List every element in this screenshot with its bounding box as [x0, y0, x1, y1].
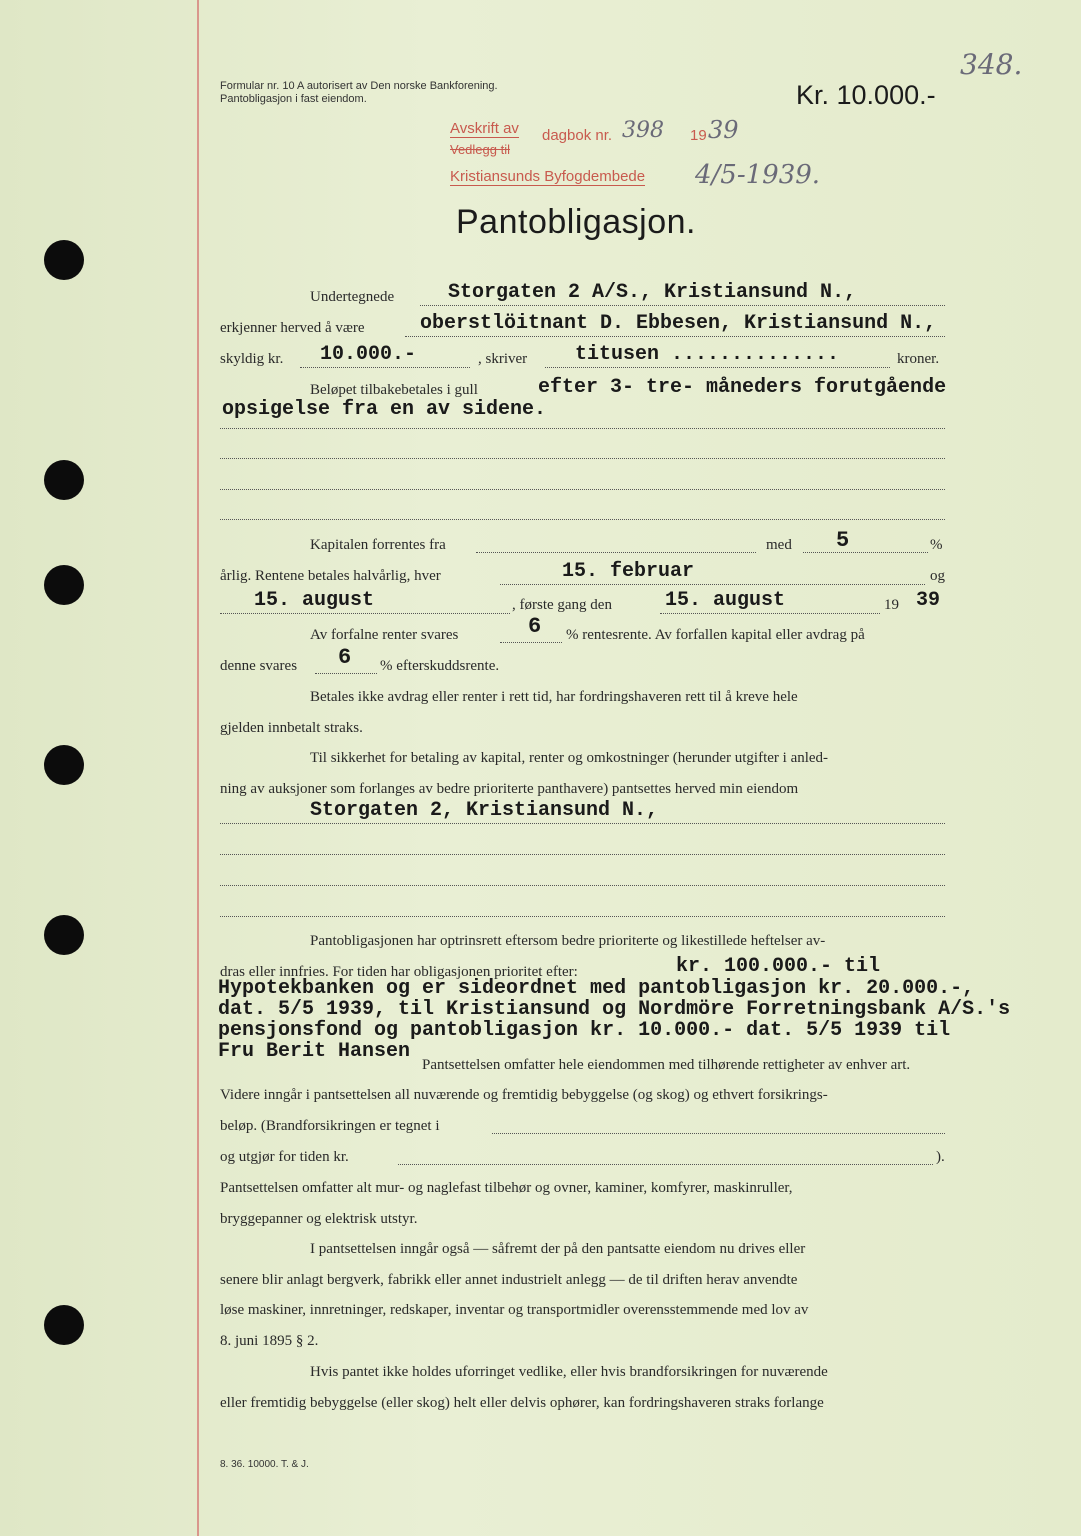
document-title: Pantobligasjon.: [456, 203, 697, 241]
rule: [220, 519, 945, 520]
para-4-line-2: Videre inngår i pantsettelsen all nuværende og fremtidig bebyggelse (og skog) og ethvert forsikrings-: [220, 1087, 828, 1103]
denne-rate: 6: [338, 645, 352, 670]
skriver-value: titusen ..............: [575, 343, 840, 366]
footer-print-code: 8. 36. 10000. T. & J.: [220, 1459, 309, 1470]
rule: [220, 823, 945, 824]
payment-date-2: 15. august: [254, 589, 375, 612]
stamp-office: Kristiansunds Byfogdembede: [450, 168, 646, 185]
rule: [220, 428, 945, 429]
punch-hole: [44, 240, 84, 280]
para-1-line-2: gjelden innbetalt straks.: [220, 720, 363, 736]
forfalne-label: Av forfalne renter svares: [310, 627, 459, 643]
rule: [405, 336, 945, 337]
para-4-line-4-end: ).: [936, 1149, 945, 1165]
rule: [492, 1133, 945, 1134]
rule: [476, 552, 756, 553]
interest-rate: 5: [836, 528, 850, 553]
para-7-line-2: eller fremtidig bebyggelse (eller skog) helt eller delvis ophører, kan fordringshaveren straks forlange: [220, 1395, 824, 1411]
property-value: Storgaten 2, Kristiansund N.,: [310, 799, 659, 822]
payment-date-1: 15. februar: [562, 560, 695, 583]
pct-sign: %: [930, 537, 943, 553]
erkjenner-label: erkjenner herved å være: [220, 320, 365, 336]
rule: [220, 916, 945, 917]
rule: [420, 305, 945, 306]
para-3-line-2: dras eller innfries. For tiden har obligasjonen prioritet efter:: [220, 964, 578, 980]
para-6-line-4: 8. juni 1895 § 2.: [220, 1333, 319, 1349]
year-prefix: 19: [884, 597, 899, 613]
undertegnede-value: Storgaten 2 A/S., Kristiansund N.,: [448, 281, 857, 304]
para-4-line-4: og utgjør for tiden kr.: [220, 1149, 349, 1165]
belopet-value-1: efter 3- tre- måneders forutgående: [538, 376, 947, 399]
para-6-line-3: løse maskiner, innretninger, redskaper, inventar og transportmidler overensstemmende med lov av: [220, 1302, 809, 1318]
para-3-line-1: Pantobligasjonen har optrinsrett eftersom bedre prioriterte og likestillede heftelser av-: [310, 933, 826, 949]
prior-line-5: Fru Berit Hansen: [218, 1040, 411, 1063]
rule: [500, 642, 562, 643]
rule: [220, 885, 945, 886]
rentesrente-label: % rentesrente. Av forfallen kapital eller avdrag på: [566, 627, 865, 643]
skyldig-label: skyldig kr.: [220, 351, 284, 367]
para-6-line-2: senere blir anlagt bergverk, fabrikk eller annet industrielt anlegg — de til driften herav anvendte: [220, 1272, 798, 1288]
para-5-line-1: Pantsettelsen omfatter alt mur- og naglefast tilbehør og ovner, kaminer, komfyrer, maskinruller,: [220, 1180, 793, 1196]
forfalne-rate: 6: [528, 614, 542, 639]
form-line-1: Formular nr. 10 A autorisert av Den norske Bankforening.: [220, 80, 498, 92]
prior-line-1: kr. 100.000.- til: [676, 955, 881, 978]
rule: [300, 367, 470, 368]
stamp-date: 4/5-1939.: [695, 160, 821, 190]
margin-line: [197, 0, 199, 1536]
rule: [315, 673, 377, 674]
undertegnede-label: Undertegnede: [310, 289, 395, 305]
prior-line-3: dat. 5/5 1939, til Kristiansund og Nordmöre Forretningsbank A/S.'s: [218, 998, 1011, 1021]
amount-heading: Kr. 10.000.-: [796, 80, 936, 110]
skyldig-value: 10.000.-: [320, 343, 417, 366]
rule: [220, 458, 945, 459]
rule: [220, 489, 945, 490]
para-7-line-1: Hvis pantet ikke holdes uforringet vedlike, eller hvis brandforsikringen for nuværende: [310, 1364, 828, 1380]
rule: [545, 367, 890, 368]
og-label: og: [930, 568, 945, 584]
rule: [660, 613, 880, 614]
stamp-dagbok-number: 398: [622, 118, 664, 143]
para-4-line-1: Pantsettelsen omfatter hele eiendommen med tilhørende rettigheter av enhver art.: [422, 1057, 911, 1073]
punch-hole: [44, 1305, 84, 1345]
para-1-line-1: Betales ikke avdrag eller renter i rett tid, har fordringshaveren rett til å kreve hele: [310, 689, 798, 705]
denne-label: denne svares: [220, 658, 298, 674]
stamp-dagbok: dagbok nr.: [542, 127, 613, 144]
rule: [220, 854, 945, 855]
punch-hole: [44, 915, 84, 955]
rule: [803, 552, 928, 553]
stamp-year-prefix: 19: [690, 127, 707, 144]
skriver-label: , skriver: [478, 351, 528, 367]
form-line-2: Pantobligasjon i fast eiendom.: [220, 93, 367, 105]
erkjenner-value: oberstlöitnant D. Ebbesen, Kristiansund N.,: [420, 312, 937, 335]
rule: [500, 584, 925, 585]
rule: [398, 1164, 933, 1165]
efterskudd-label: % efterskuddsrente.: [380, 658, 500, 674]
prior-line-2: Hypotekbanken og er sideordnet med pantobligasjon kr. 20.000.-,: [218, 977, 975, 1000]
belopet-label: Beløpet tilbakebetales i gull: [310, 382, 478, 398]
arlig-label: årlig. Rentene betales halvårlig, hver: [220, 568, 441, 584]
first-payment-date: 15. august: [665, 589, 786, 612]
kroner-label: kroner.: [897, 351, 940, 367]
first-payment-year: 39: [916, 589, 941, 612]
med-label: med: [766, 537, 792, 553]
para-6-line-1: I pantsettelsen inngår også — såfremt der på den pantsatte eiendom nu drives eller: [310, 1241, 806, 1257]
stamp-year: 39: [708, 116, 739, 144]
kapital-label: Kapitalen forrentes fra: [310, 537, 446, 553]
belopet-value-2: opsigelse fra en av sidene.: [222, 398, 547, 421]
forste-label: , første gang den: [512, 597, 612, 613]
stamp-vedlegg: Vedlegg til: [450, 142, 510, 157]
para-2-line-2: ning av auksjoner som forlanges av bedre prioriterte panthavere) pantsettes herved min eiendom: [220, 781, 799, 797]
prior-line-4: pensjonsfond og pantobligasjon kr. 10.000.- dat. 5/5 1939 til: [218, 1019, 951, 1042]
para-5-line-2: bryggepanner og elektrisk utstyr.: [220, 1211, 418, 1227]
punch-hole: [44, 460, 84, 500]
rule: [220, 613, 510, 614]
punch-hole: [44, 745, 84, 785]
punch-hole: [44, 565, 84, 605]
para-4-line-3: beløp. (Brandforsikringen er tegnet i: [220, 1118, 440, 1134]
page-number: 348.: [960, 48, 1023, 81]
para-2-line-1: Til sikkerhet for betaling av kapital, renter og omkostninger (herunder utgifter i anled-: [310, 750, 829, 766]
stamp-avskrift: Avskrift av: [450, 120, 519, 137]
